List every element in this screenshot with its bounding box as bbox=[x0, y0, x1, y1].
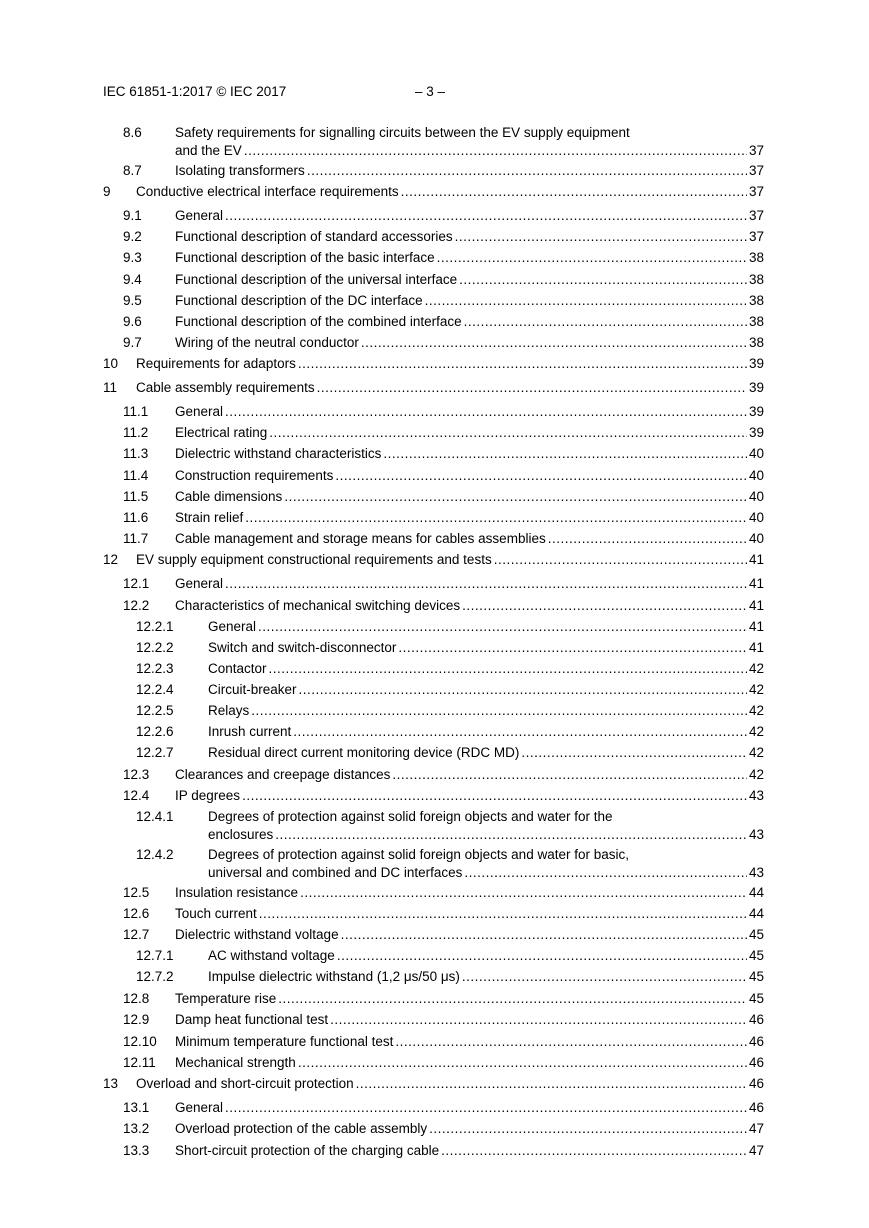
toc-entry-title: Degrees of protection against solid foreign objects and water for basic, bbox=[208, 847, 629, 862]
toc-entry[interactable] bbox=[0, 1142, 869, 1160]
toc-entry-page: 46 bbox=[748, 1076, 764, 1091]
toc-entry-number: 9.5 bbox=[123, 293, 142, 308]
dot-leader bbox=[275, 826, 747, 844]
toc-entry-number: 12.7.1 bbox=[136, 948, 174, 963]
toc-entry-number: 8.6 bbox=[123, 125, 142, 140]
toc-entry-number: 12.5 bbox=[123, 885, 150, 900]
toc-entry-title: Circuit-breaker bbox=[208, 682, 297, 697]
toc-entry-title: Dielectric withstand characteristics bbox=[175, 446, 382, 461]
toc-entry-page: 43 bbox=[748, 865, 764, 880]
toc-entry-number: 12.7.2 bbox=[136, 969, 174, 984]
toc-entry-number: 11.2 bbox=[123, 425, 149, 440]
toc-entry-page: 46 bbox=[748, 1055, 764, 1070]
dot-leader bbox=[259, 905, 747, 923]
toc-entry-page: 38 bbox=[748, 335, 764, 350]
toc-entry-number: 12.2.3 bbox=[136, 661, 174, 676]
toc-entry[interactable] bbox=[0, 1099, 869, 1117]
toc-entry[interactable] bbox=[0, 1033, 869, 1051]
dot-leader bbox=[284, 488, 747, 506]
toc-entry-page: 43 bbox=[748, 788, 764, 803]
toc-entry-page: 45 bbox=[748, 969, 764, 984]
toc-entry-number: 12.4.1 bbox=[136, 809, 174, 824]
toc-entry-number: 12.2.5 bbox=[136, 703, 174, 718]
dot-leader bbox=[278, 990, 747, 1008]
toc-entry-page: 40 bbox=[748, 468, 764, 483]
dot-leader bbox=[225, 207, 747, 225]
toc-entry-title: Clearances and creepage distances bbox=[175, 767, 391, 782]
toc-entry-number: 9 bbox=[103, 184, 111, 199]
toc-entry-page: 42 bbox=[748, 682, 764, 697]
toc-entry-page: 44 bbox=[748, 906, 764, 921]
toc-entry-page: 38 bbox=[748, 250, 764, 265]
toc-entry-title: Construction requirements bbox=[175, 468, 334, 483]
toc-entry-page: 39 bbox=[748, 425, 764, 440]
toc-entry-title: Touch current bbox=[175, 906, 257, 921]
toc-entry[interactable] bbox=[0, 905, 869, 923]
toc-entry[interactable] bbox=[0, 355, 869, 373]
toc-entry[interactable] bbox=[0, 445, 869, 463]
dot-leader bbox=[494, 551, 747, 569]
toc-entry-page: 45 bbox=[748, 991, 764, 1006]
dot-leader bbox=[462, 968, 747, 986]
toc-entry-title: Dielectric withstand voltage bbox=[175, 927, 339, 942]
toc-entry-number: 12.10 bbox=[123, 1034, 157, 1049]
toc-entry-title: EV supply equipment constructional requirements and tests bbox=[136, 552, 492, 567]
toc-entry-number: 11.1 bbox=[123, 404, 149, 419]
toc-entry-page: 41 bbox=[748, 552, 764, 567]
dot-leader bbox=[251, 702, 747, 720]
dot-leader bbox=[441, 1142, 747, 1160]
toc-entry-number: 11.5 bbox=[123, 489, 149, 504]
dot-leader bbox=[429, 1120, 747, 1138]
toc-entry[interactable] bbox=[0, 292, 869, 310]
toc-entry[interactable] bbox=[0, 990, 869, 1008]
toc-entry-number: 12 bbox=[103, 552, 119, 567]
dot-leader bbox=[225, 1099, 747, 1117]
toc-entry[interactable] bbox=[0, 1054, 869, 1072]
toc-entry-title: Degrees of protection against solid foreign objects and water for the bbox=[208, 809, 613, 824]
toc-entry-title: Minimum temperature functional test bbox=[175, 1034, 394, 1049]
toc-entry-title: General bbox=[175, 576, 224, 591]
toc-entry-page: 40 bbox=[748, 510, 764, 525]
toc-entry-number: 12.2.2 bbox=[136, 640, 174, 655]
dot-leader bbox=[437, 249, 747, 267]
toc-entry-title-continued: and the EV bbox=[175, 143, 242, 158]
toc-entry-title: Safety requirements for signalling circuits between the EV supply equipment bbox=[175, 125, 630, 140]
toc-entry-title-continued: enclosures bbox=[208, 827, 274, 842]
toc-entry[interactable] bbox=[0, 1011, 869, 1029]
toc-entry-title: Impulse dielectric withstand (1,2 μs/50 μs) bbox=[208, 969, 460, 984]
toc-entry-title: Functional description of the basic interface bbox=[175, 250, 435, 265]
toc-entry-number: 12.2.6 bbox=[136, 724, 174, 739]
toc-entry-title: Insulation resistance bbox=[175, 885, 299, 900]
dot-leader bbox=[269, 660, 747, 678]
toc-entry-page: 41 bbox=[748, 640, 764, 655]
toc-entry[interactable] bbox=[0, 183, 869, 201]
toc-entry-page: 45 bbox=[748, 948, 764, 963]
dot-leader bbox=[307, 162, 747, 180]
toc-entry[interactable] bbox=[0, 968, 869, 986]
toc-entry-title: Cable dimensions bbox=[175, 489, 283, 504]
dot-leader bbox=[356, 1075, 747, 1093]
toc-entry[interactable] bbox=[0, 271, 869, 289]
toc-entry-number: 8.7 bbox=[123, 163, 142, 178]
toc-entry-title: Conductive electrical interface requirements bbox=[136, 184, 399, 199]
toc-entry-number: 12.2.4 bbox=[136, 682, 174, 697]
toc-entry-title: Isolating transformers bbox=[175, 163, 305, 178]
toc-entry-number: 12.11 bbox=[123, 1055, 156, 1070]
toc-entry-page: 46 bbox=[748, 1034, 764, 1049]
toc-entry-number: 9.3 bbox=[123, 250, 142, 265]
toc-entry[interactable] bbox=[0, 744, 869, 762]
toc-entry-title: Functional description of the combined interface bbox=[175, 314, 462, 329]
dot-leader bbox=[298, 1054, 747, 1072]
toc-entry[interactable] bbox=[0, 162, 869, 180]
dot-leader bbox=[455, 228, 747, 246]
toc-entry-title: Overload and short-circuit protection bbox=[136, 1076, 354, 1091]
toc-entry[interactable] bbox=[0, 124, 869, 162]
toc-entry-page: 37 bbox=[748, 229, 764, 244]
toc-entry-title: General bbox=[175, 1100, 224, 1115]
toc-entry-page: 46 bbox=[748, 1100, 764, 1115]
toc-entry-page: 44 bbox=[748, 885, 764, 900]
dot-leader bbox=[293, 723, 747, 741]
toc-entry-title: Overload protection of the cable assembly bbox=[175, 1121, 428, 1136]
dot-leader bbox=[392, 766, 747, 784]
dot-leader bbox=[317, 379, 747, 397]
toc-entry-number: 12.1 bbox=[123, 576, 150, 591]
toc-entry-page: 47 bbox=[748, 1121, 764, 1136]
dot-leader bbox=[459, 271, 747, 289]
toc-entry-page: 39 bbox=[748, 380, 764, 395]
dot-leader bbox=[548, 530, 747, 548]
toc-entry-title: Functional description of the DC interface bbox=[175, 293, 423, 308]
toc-entry-page: 42 bbox=[748, 745, 764, 760]
toc-entry-page: 41 bbox=[748, 598, 764, 613]
toc-entry-title: Strain relief bbox=[175, 510, 244, 525]
toc-entry-number: 11.6 bbox=[123, 510, 149, 525]
toc-entry[interactable] bbox=[0, 884, 869, 902]
toc-entry-page: 40 bbox=[748, 489, 764, 504]
toc-entry-number: 12.9 bbox=[123, 1012, 150, 1027]
dot-leader bbox=[341, 926, 747, 944]
toc-entry-title: General bbox=[175, 404, 224, 419]
document-id: IEC 61851-1:2017 © IEC 2017 bbox=[103, 84, 287, 99]
toc-entry-number: 11 bbox=[103, 380, 118, 395]
toc-entry-title: AC withstand voltage bbox=[208, 948, 335, 963]
toc-entry-page: 43 bbox=[748, 827, 764, 842]
toc-entry[interactable] bbox=[0, 424, 869, 442]
toc-entry[interactable] bbox=[0, 488, 869, 506]
toc-entry-page: 37 bbox=[748, 163, 764, 178]
toc-entry[interactable] bbox=[0, 551, 869, 569]
toc-entry-page: 39 bbox=[748, 356, 764, 371]
toc-entry-title: Relays bbox=[208, 703, 250, 718]
toc-entry[interactable] bbox=[0, 947, 869, 965]
toc-entry-page: 47 bbox=[748, 1143, 764, 1158]
toc-entry[interactable] bbox=[0, 702, 869, 720]
toc-entry[interactable] bbox=[0, 723, 869, 741]
toc-entry-number: 12.2.7 bbox=[136, 745, 174, 760]
dot-leader bbox=[425, 292, 747, 310]
toc-entry-page: 37 bbox=[748, 208, 764, 223]
toc-entry-page: 37 bbox=[748, 184, 764, 199]
toc-entry-page: 38 bbox=[748, 293, 764, 308]
toc-entry[interactable] bbox=[0, 639, 869, 657]
toc-entry-page: 46 bbox=[748, 1012, 764, 1027]
toc-entry[interactable] bbox=[0, 766, 869, 784]
dot-leader bbox=[401, 183, 747, 201]
toc-entry-number: 11.4 bbox=[123, 468, 149, 483]
toc-entry[interactable] bbox=[0, 509, 869, 527]
toc-entry-page: 42 bbox=[748, 661, 764, 676]
toc-entry-number: 9.6 bbox=[123, 314, 142, 329]
dot-leader bbox=[242, 787, 747, 805]
toc-entry-page: 40 bbox=[748, 446, 764, 461]
toc-entry[interactable] bbox=[0, 207, 869, 225]
toc-entry-title: Mechanical strength bbox=[175, 1055, 296, 1070]
toc-entry[interactable] bbox=[0, 249, 869, 267]
toc-entry[interactable] bbox=[0, 808, 869, 846]
toc-entry-number: 9.2 bbox=[123, 229, 142, 244]
dot-leader bbox=[298, 355, 747, 373]
toc-entry-number: 12.2.1 bbox=[136, 619, 174, 634]
toc-entry-page: 37 bbox=[748, 143, 764, 158]
toc-entry[interactable] bbox=[0, 787, 869, 805]
toc-entry-title: IP degrees bbox=[175, 788, 241, 803]
dot-leader bbox=[335, 467, 747, 485]
toc-entry-page: 39 bbox=[748, 404, 764, 419]
toc-entry[interactable] bbox=[0, 681, 869, 699]
toc-entry-title: Short-circuit protection of the charging cable bbox=[175, 1143, 440, 1158]
toc-entry-number: 12.4.2 bbox=[136, 847, 174, 862]
dot-leader bbox=[244, 142, 747, 160]
dot-leader bbox=[464, 313, 747, 331]
toc-entry[interactable] bbox=[0, 530, 869, 548]
toc-entry[interactable] bbox=[0, 403, 869, 421]
toc-entry[interactable] bbox=[0, 926, 869, 944]
toc-entry-page: 42 bbox=[748, 703, 764, 718]
dot-leader bbox=[225, 575, 747, 593]
toc-entry[interactable] bbox=[0, 575, 869, 593]
dot-leader bbox=[462, 597, 747, 615]
toc-entry[interactable] bbox=[0, 334, 869, 352]
dot-leader bbox=[299, 681, 747, 699]
toc-entry-page: 38 bbox=[748, 314, 764, 329]
toc-entry-title: General bbox=[175, 208, 224, 223]
toc-entry-title: Damp heat functional test bbox=[175, 1012, 329, 1027]
dot-leader bbox=[361, 334, 747, 352]
toc-entry-number: 12.7 bbox=[123, 927, 150, 942]
toc-entry[interactable] bbox=[0, 379, 869, 397]
toc-entry-number: 11.3 bbox=[123, 446, 149, 461]
toc-entry-number: 12.3 bbox=[123, 767, 150, 782]
dot-leader bbox=[269, 424, 747, 442]
dot-leader bbox=[395, 1033, 747, 1051]
toc-entry-title: Contactor bbox=[208, 661, 267, 676]
toc-entry-page: 40 bbox=[748, 531, 764, 546]
toc-entry-number: 10 bbox=[103, 356, 119, 371]
dot-leader bbox=[258, 618, 747, 636]
toc-entry-title: Requirements for adaptors bbox=[136, 356, 296, 371]
toc-entry-number: 12.6 bbox=[123, 906, 150, 921]
toc-entry-title: Inrush current bbox=[208, 724, 292, 739]
toc-entry[interactable] bbox=[0, 467, 869, 485]
toc-entry-page: 42 bbox=[748, 767, 764, 782]
toc-entry-title: Cable management and storage means for cables assemblies bbox=[175, 531, 546, 546]
dot-leader bbox=[225, 403, 747, 421]
toc-entry-title: Functional description of the universal interface bbox=[175, 272, 458, 287]
dot-leader bbox=[245, 509, 747, 527]
toc-entry-number: 9.7 bbox=[123, 335, 142, 350]
toc-entry-number: 12.2 bbox=[123, 598, 150, 613]
toc-entry-page: 45 bbox=[748, 927, 764, 942]
toc-entry[interactable] bbox=[0, 846, 869, 884]
toc-entry-number: 13.1 bbox=[123, 1100, 150, 1115]
toc-entry[interactable] bbox=[0, 660, 869, 678]
page-number: – 3 – bbox=[415, 84, 446, 99]
toc-entry-title: Wiring of the neutral conductor bbox=[175, 335, 359, 350]
dot-leader bbox=[300, 884, 747, 902]
toc-entry-page: 41 bbox=[748, 619, 764, 634]
dot-leader bbox=[521, 744, 747, 762]
toc-entry-title: Functional description of standard accessories bbox=[175, 229, 453, 244]
dot-leader bbox=[330, 1011, 747, 1029]
dot-leader bbox=[398, 639, 747, 657]
toc-entry-number: 13.2 bbox=[123, 1121, 150, 1136]
toc-entry-title: Temperature rise bbox=[175, 991, 277, 1006]
toc-entry[interactable] bbox=[0, 597, 869, 615]
toc-entry-title: Switch and switch-disconnector bbox=[208, 640, 397, 655]
toc-entry[interactable] bbox=[0, 1120, 869, 1138]
toc-entry-title: General bbox=[208, 619, 257, 634]
toc-entry-page: 42 bbox=[748, 724, 764, 739]
toc-entry[interactable] bbox=[0, 618, 869, 636]
dot-leader bbox=[383, 445, 747, 463]
toc-entry-number: 12.4 bbox=[123, 788, 150, 803]
toc-entry[interactable] bbox=[0, 228, 869, 246]
toc-entry-number: 9.4 bbox=[123, 272, 142, 287]
toc-entry-title: Characteristics of mechanical switching devices bbox=[175, 598, 461, 613]
toc-entry-title: Residual direct current monitoring device (RDC MD) bbox=[208, 745, 520, 760]
toc-entry[interactable] bbox=[0, 313, 869, 331]
toc-entry-number: 13 bbox=[103, 1076, 119, 1091]
toc-entry-number: 9.1 bbox=[123, 208, 142, 223]
toc-entry-page: 41 bbox=[748, 576, 764, 591]
toc-entry-title-continued: universal and combined and DC interfaces bbox=[208, 865, 463, 880]
toc-entry-number: 11.7 bbox=[123, 531, 149, 546]
toc-entry-number: 13.3 bbox=[123, 1143, 150, 1158]
toc-entry-title: Electrical rating bbox=[175, 425, 268, 440]
dot-leader bbox=[464, 864, 747, 882]
toc-entry-title: Cable assembly requirements bbox=[136, 380, 315, 395]
toc-entry-page: 38 bbox=[748, 272, 764, 287]
toc-entry-number: 12.8 bbox=[123, 991, 150, 1006]
toc-entry[interactable] bbox=[0, 1075, 869, 1093]
dot-leader bbox=[337, 947, 747, 965]
